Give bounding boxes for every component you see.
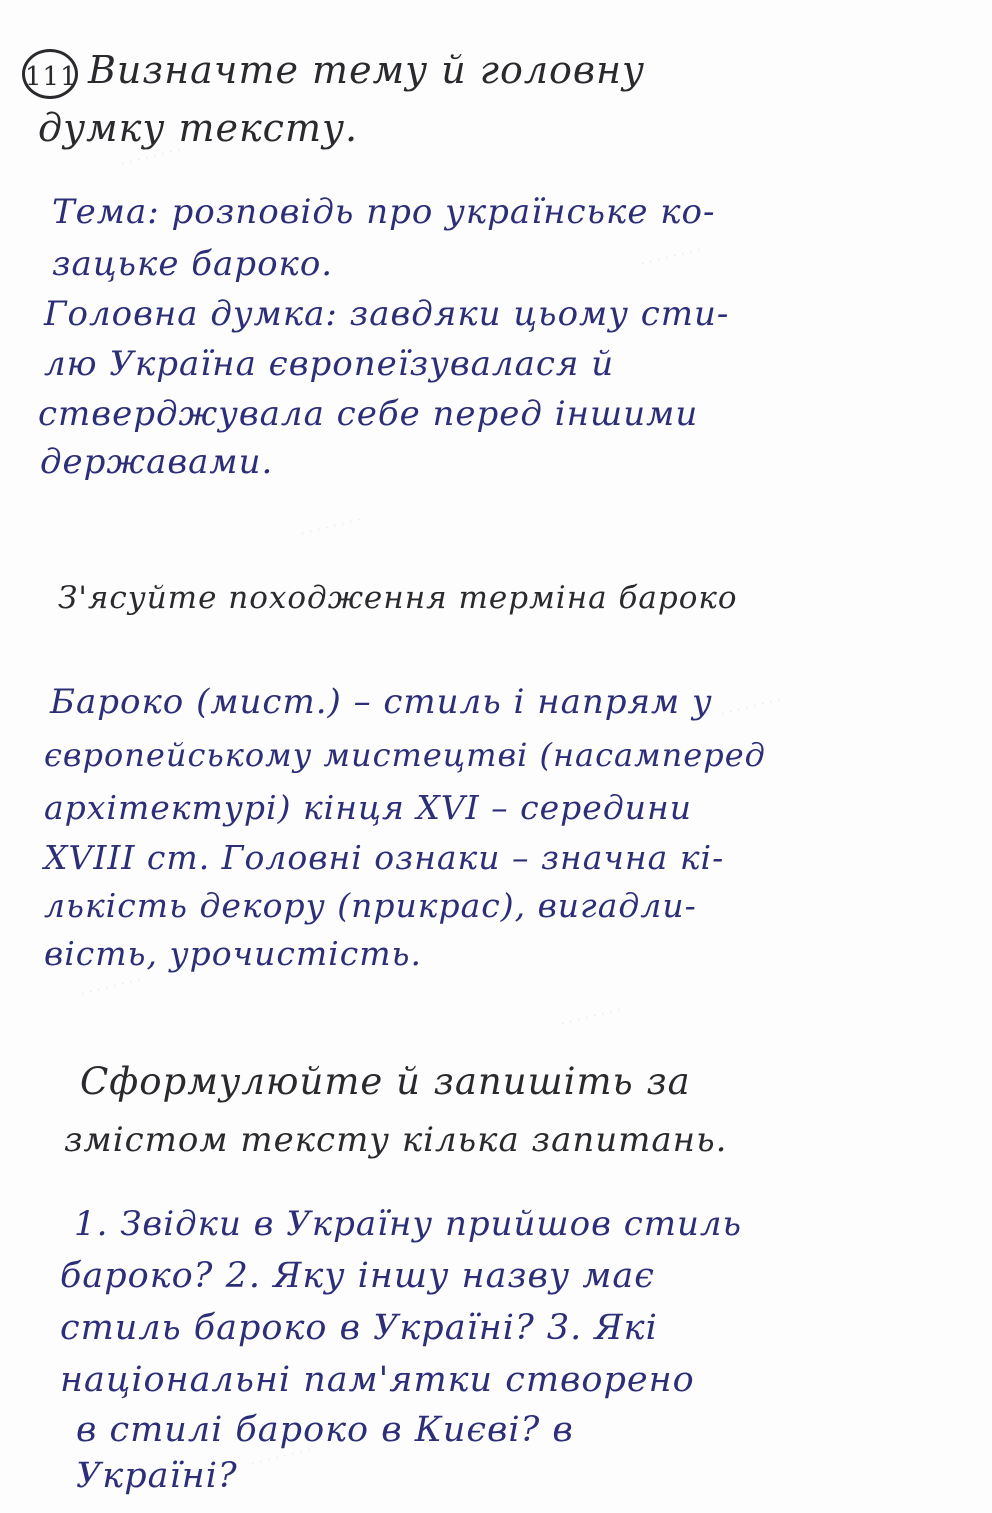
exercise-task-line-1: 111 Визначте тему й головну: [22, 48, 645, 99]
answer-term-line-3: архітектурі) кінця XVI – середини: [44, 788, 692, 827]
watermark: · · · · · · · ·: [249, 1442, 313, 1473]
answer-term-line-1: Бароко (мист.) – стиль і напрям у: [50, 682, 713, 722]
answer-questions-line-1: 1. Звідки в Україну прийшов стиль: [74, 1204, 743, 1244]
answer-questions-line-2: бароко? 2. Яку іншу назву має: [60, 1256, 655, 1296]
answer-questions-line-4: національні пам'ятки створено: [60, 1360, 695, 1400]
answer-theme-line-3: Головна думка: завдяки цьому сти-: [44, 294, 730, 334]
watermark: · · · · · · · ·: [119, 142, 183, 173]
answer-term-line-2: європейському мистецтві (насамперед: [44, 736, 766, 774]
watermark: · · · · · · · ·: [639, 242, 703, 273]
task-questions-line-2: змістом тексту кілька запитань.: [64, 1120, 728, 1160]
answer-questions-line-3: стиль бароко в Україні? 3. Які: [60, 1308, 658, 1348]
answer-term-line-5: лькість декору (прикрас), вигадли-: [44, 886, 697, 925]
exercise-number: 111: [22, 49, 78, 99]
answer-theme-line-6: державами.: [40, 442, 274, 482]
answer-term-line-6: вість, урочистість.: [44, 934, 422, 973]
exercise-task-line-2: думку тексту.: [38, 106, 359, 150]
answer-theme-line-1: Тема: розповідь про українське ко-: [52, 192, 716, 232]
answer-term-line-4: XVIII ст. Головні ознаки – значна кі-: [44, 838, 725, 877]
answer-theme-line-5: стверджувала себе перед іншими: [38, 394, 699, 434]
answer-questions-line-5: в стилі бароко в Києві? в: [76, 1410, 574, 1450]
answer-theme-line-4: лю Україна європеїзувалася й: [44, 344, 615, 384]
watermark: · · · · · · · ·: [719, 692, 783, 723]
task-term-line-1: З'ясуйте походження терміна бароко: [58, 580, 738, 616]
watermark: · · · · · · · ·: [299, 512, 363, 543]
watermark: · · · · · · · ·: [79, 972, 143, 1003]
watermark: · · · · · · · ·: [559, 1002, 623, 1033]
answer-questions-line-6: Україні?: [76, 1456, 238, 1496]
answer-theme-line-2: зацьке бароко.: [52, 244, 334, 284]
task-questions-line-1: Сформулюйте й запишіть за: [80, 1060, 691, 1103]
